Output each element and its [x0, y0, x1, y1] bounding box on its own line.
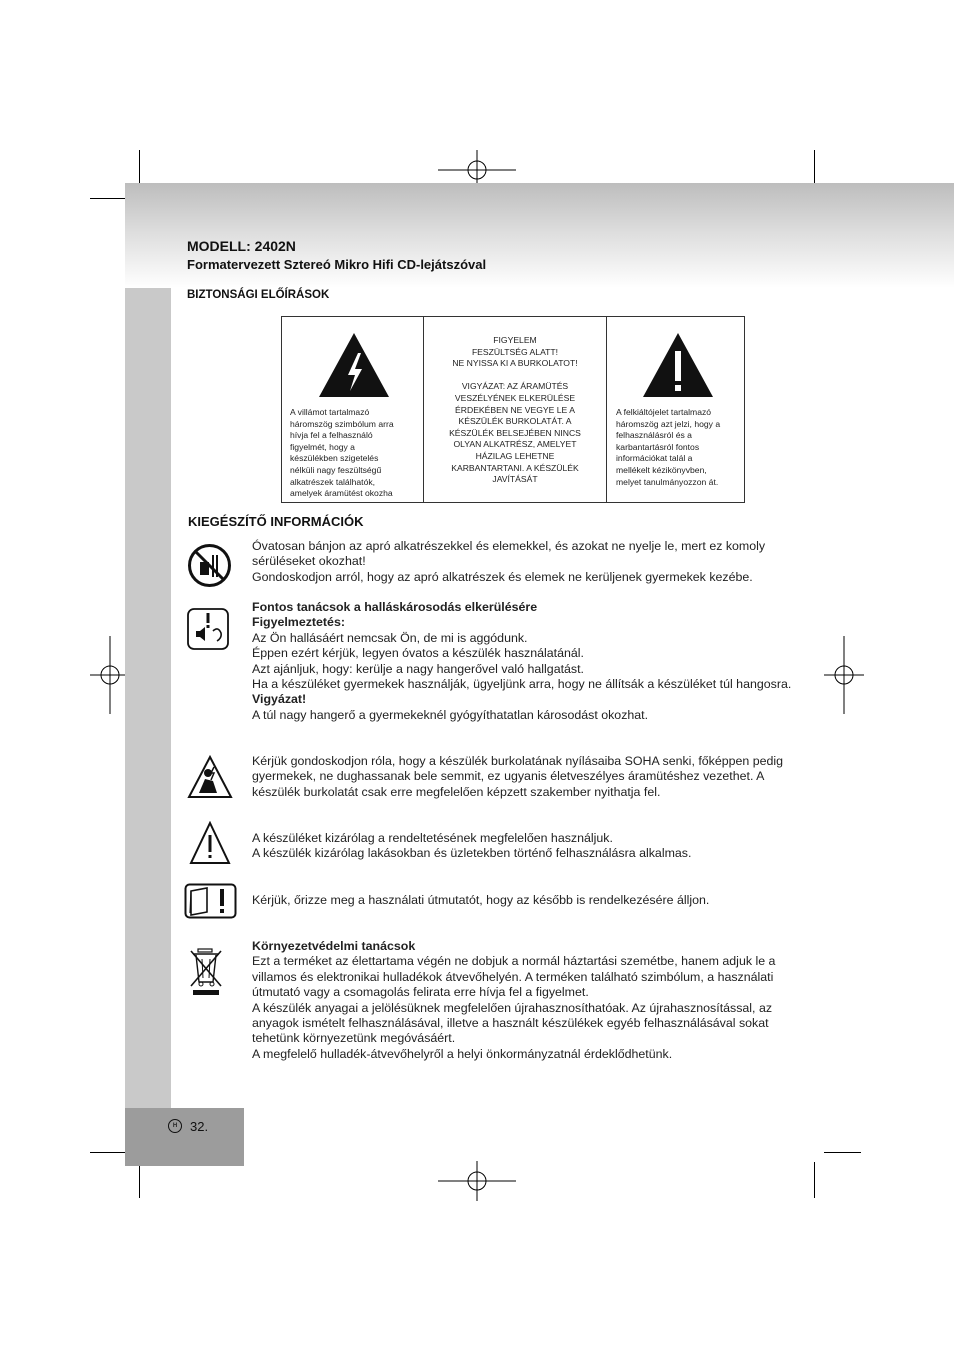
page-number: 32.: [190, 1119, 209, 1134]
paragraph: Gondoskodjon arról, hogy az apró alkatrészek és elemek ne kerüljenek gyermekek kezébe.: [252, 569, 753, 584]
crop-mark: [139, 150, 140, 186]
crop-mark: [139, 1162, 140, 1198]
paragraph: Kérjük gondoskodjon róla, hogy a készülék burkolatának nyílásaiba SOHA senki, főképpen pedig gyermekek, ne dughassanak bele semmit, ez ugyanis életveszélyes áramütéshez vezethet. A készülék burkolatát csak erre megfelelően képzett szakember nyithatja fel.: [252, 754, 784, 799]
paragraph: Kérjük, őrizze meg a használati útmutatót, hogy az később is rendelkezésére álljon.: [252, 893, 710, 907]
crop-mark: [814, 150, 815, 186]
environment-block: [252, 939, 812, 1062]
language-badge: H: [168, 1119, 182, 1133]
paragraph: Óvatosan bánjon az apró alkatrészekkel és elemekkel, és azokat ne nyelje le, mert ez komoly sérüléseket okozhat!: [252, 539, 766, 569]
paragraph: Ha a készüléket gyermekek használják, ügyeljünk arra, hogy ne állítsák a készüléket túl hangosra.: [252, 677, 792, 692]
registration-mark: [438, 1161, 516, 1201]
warning-label: Figyelmeztetés:: [252, 615, 345, 630]
caution-label: Vigyázat!: [252, 692, 307, 707]
registration-mark: [90, 636, 130, 714]
side-strip: [125, 288, 171, 1108]
hearing-warning-icon: [186, 607, 230, 651]
no-swallow-icon: [187, 543, 232, 588]
hearing-block: [252, 600, 812, 723]
safety-heading: BIZTONSÁGI ELŐÍRÁSOK: [187, 289, 330, 301]
paragraph: A megfelelő hulladék-átvevőhelyről a helyi önkormányzatnál érdeklődhetünk.: [252, 1046, 673, 1061]
usage-block: [252, 831, 812, 862]
paragraph: A készülék anyagai a jelölésüknek megfelelően újrahasznosíthatóak. Az újrahasznosítással, az anyagok ismételt felhasználásával, illetve a használt készülékek egyéb felhasználásával sokat tehetünk környezetünk megóvásáért.: [252, 1000, 773, 1046]
paragraph: Az Ön hallásáért nemcsak Ön, de mi is aggódunk.: [252, 630, 528, 645]
paragraph: A készüléket kizárólag a rendeltetésének megfelelően használjuk.: [252, 831, 613, 845]
paragraph: A készülék kizárólag lakásokban és üzletekben történő felhasználásra alkalmas.: [252, 846, 692, 861]
extra-info-heading: KIEGÉSZÍTŐ INFORMÁCIÓK: [188, 514, 364, 529]
environment-title: Környezetvédelmi tanácsok: [252, 939, 416, 953]
manual-block: [252, 893, 812, 908]
weee-bin-icon: [188, 946, 224, 998]
safety-warning-table: [281, 316, 745, 503]
shock-hazard-icon: [187, 755, 233, 799]
warning-triangle-icon: [189, 821, 231, 865]
exclamation-cell: [607, 317, 744, 502]
paragraph: A túl nagy hangerő a gyermekeknél gyógyíthatatlan károsodást okozhat.: [252, 707, 649, 722]
crop-mark: [90, 198, 126, 199]
paragraph: Azt ajánljuk, hogy: kerülje a nagy hangerővel való hallgatást.: [252, 661, 585, 676]
exclamation-triangle-icon: [641, 331, 715, 399]
registration-mark: [824, 636, 864, 714]
manual-book-icon: [184, 883, 237, 919]
page-number-box: [125, 1108, 244, 1166]
lightning-cell: [282, 317, 424, 502]
warning-text: FIGYELEM FESZÜLTSÉG ALATT! NE NYISSA KI A BURKOLATOT! VIGYÁZAT: AZ ÁRAMÜTÉS VESZÉLYÉNEK ELKERÜLÉSE ÉRDEKÉBEN NE VEGYE LE A KÉSZÜLÉK BURKOLATÁT. A KÉSZÜLÉK BELSEJÉBEN NINCS OLYAN ALKATRÉSZ, AMELYET HÁZILAG LEHETNE KARBANTARTANI. A KÉSZÜLÉK JAVÍTÁSÁT: [449, 335, 581, 485]
warning-text-cell: [424, 317, 607, 502]
paragraph: Éppen ezért kérjük, legyen óvatos a készülék használatánál.: [252, 646, 584, 661]
shock-block: [252, 754, 812, 800]
model-title: MODELL: 2402N: [187, 238, 296, 254]
crop-mark: [814, 1162, 815, 1198]
header-band: [125, 183, 954, 288]
paragraph: Ezt a terméket az élettartama végén ne dobjuk a normál háztartási szemétbe, hanem adjuk le a villamos és elektronikai hulladékok átvevőhelyén. A terméken található szimbólum, a használati útmutató vagy a csomagolás felirata erre hívja fel a figyelmet.: [252, 954, 776, 1000]
exclamation-caption: A felkiáltójelet tartalmazó háromszög azt jelzi, hogy a felhasználásról és a karbantartásról fontos információkat talál a mellékelt kézikönyvben, melyet tanulmányozzon át.: [616, 407, 721, 487]
crop-mark: [90, 1152, 126, 1153]
lightning-caption: A villámot tartalmazó háromszög szimbólum arra hívja fel a felhasználó figyelmét, hogy a készülékben szigetelés nélküli nagy feszültségű alkatrészek találhatók, amelyek áramütést okozha: [290, 407, 394, 499]
product-subtitle: Formatervezett Sztereó Mikro Hifi CD-lejátszóval: [187, 257, 487, 272]
crop-mark: [824, 1152, 861, 1153]
lightning-triangle-icon: [317, 331, 391, 399]
hearing-title: Fontos tanácsok a halláskárosodás elkerülésére: [252, 600, 538, 614]
small-parts-block: [252, 539, 812, 585]
